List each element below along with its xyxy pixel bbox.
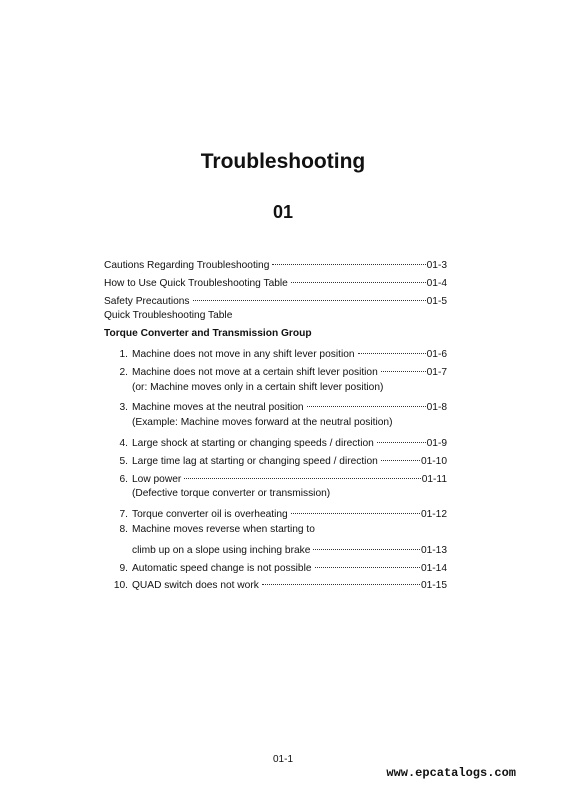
toc-entry-page: 01-9 — [426, 437, 447, 449]
chapter-number: 01 — [272, 202, 294, 222]
toc-entry-label: Automatic speed change is not possible — [132, 562, 312, 574]
page-title: Troubleshooting — [200, 150, 366, 173]
page-number: 01-1 — [272, 754, 293, 765]
toc-entry-7 — [104, 503, 447, 521]
toc-entry-number: 3. — [119, 402, 128, 414]
dot-leader — [313, 536, 420, 550]
toc-entry-page: 01-5 — [426, 295, 447, 307]
toc-entry-2 — [104, 361, 447, 379]
table-of-contents — [104, 254, 447, 592]
dot-leader — [381, 447, 420, 461]
toc-entry-label: Large time lag at starting or changing speed / direction — [132, 455, 378, 467]
toc-entry-page: 01-4 — [426, 277, 447, 289]
toc-entry-page: 01-6 — [426, 348, 447, 360]
toc-entry-number: 7. — [119, 509, 128, 521]
toc-entry-page: 01-13 — [420, 544, 447, 556]
toc-entry-10 — [104, 574, 447, 592]
toc-entry-page: 01-8 — [426, 402, 447, 414]
toc-entry-number: 9. — [119, 562, 128, 574]
toc-entry-label: Machine moves at the neutral position — [132, 402, 304, 414]
dot-leader — [272, 251, 425, 265]
toc-entry-label: Machine moves reverse when starting to — [132, 523, 315, 535]
toc-entry-page: 01-11 — [421, 473, 447, 485]
toc-entry-number: 10. — [113, 580, 128, 592]
toc-entry-page: 01-10 — [420, 455, 447, 467]
toc-entry-label: Quick Troubleshooting Table — [104, 310, 233, 322]
toc-entry-label: Machine does not move at a certain shift lever position — [132, 366, 378, 378]
toc-entry-number: 8. — [119, 523, 128, 535]
toc-entry-number: 1. — [119, 348, 128, 360]
toc-entry-label: Low power — [132, 473, 182, 485]
dot-leader — [307, 393, 426, 407]
toc-entry-label: (Defective torque converter or transmission) — [132, 488, 331, 500]
toc-entry-label: How to Use Quick Troubleshooting Table — [104, 277, 288, 289]
toc-entry-label: (Example: Machine moves forward at the neutral position) — [132, 417, 393, 429]
toc-entry-number: 2. — [119, 366, 128, 378]
toc-entry-label: QUAD switch does not work — [132, 580, 259, 592]
dot-leader — [193, 287, 426, 301]
toc-entry-quick-table — [104, 307, 447, 325]
toc-entry-page: 01-3 — [426, 260, 447, 271]
toc-entry-page: 01-7 — [426, 366, 447, 378]
dot-leader — [358, 340, 426, 354]
dot-leader — [315, 554, 420, 568]
toc-entry-6 — [104, 468, 447, 486]
dot-leader — [262, 571, 420, 585]
dot-leader — [291, 500, 420, 514]
toc-entry-page: 01-12 — [420, 509, 447, 521]
dot-leader — [377, 429, 426, 443]
toc-section-label: Torque Converter and Transmission Group — [104, 328, 312, 340]
toc-entry-label: Safety Precautions — [104, 295, 190, 307]
toc-entry-3 — [104, 396, 447, 414]
toc-entry-number: 4. — [119, 437, 128, 449]
dot-leader — [184, 465, 420, 479]
toc-entry-label: Cautions Regarding Troubleshooting — [104, 260, 270, 271]
toc-entry-number: 6. — [119, 473, 128, 485]
dot-leader — [381, 358, 426, 372]
toc-entry-label: Machine does not move in any shift lever position — [132, 348, 355, 360]
toc-entry-label: Large shock at starting or changing speeds / direction — [132, 437, 374, 449]
toc-entry-label: climb up on a slope using inching brake — [132, 544, 311, 556]
toc-entry-label: (or: Machine moves only in a certain shift lever position) — [132, 381, 384, 393]
toc-entry-page: 01-14 — [420, 562, 447, 574]
watermark-url: www.epcatalogs.com — [386, 766, 516, 780]
toc-entry-page: 01-15 — [420, 580, 447, 592]
toc-entry-number: 5. — [119, 455, 128, 467]
toc-entry-label: Torque converter oil is overheating — [132, 509, 288, 521]
toc-entry-safety — [104, 290, 447, 308]
dot-leader — [291, 269, 426, 283]
